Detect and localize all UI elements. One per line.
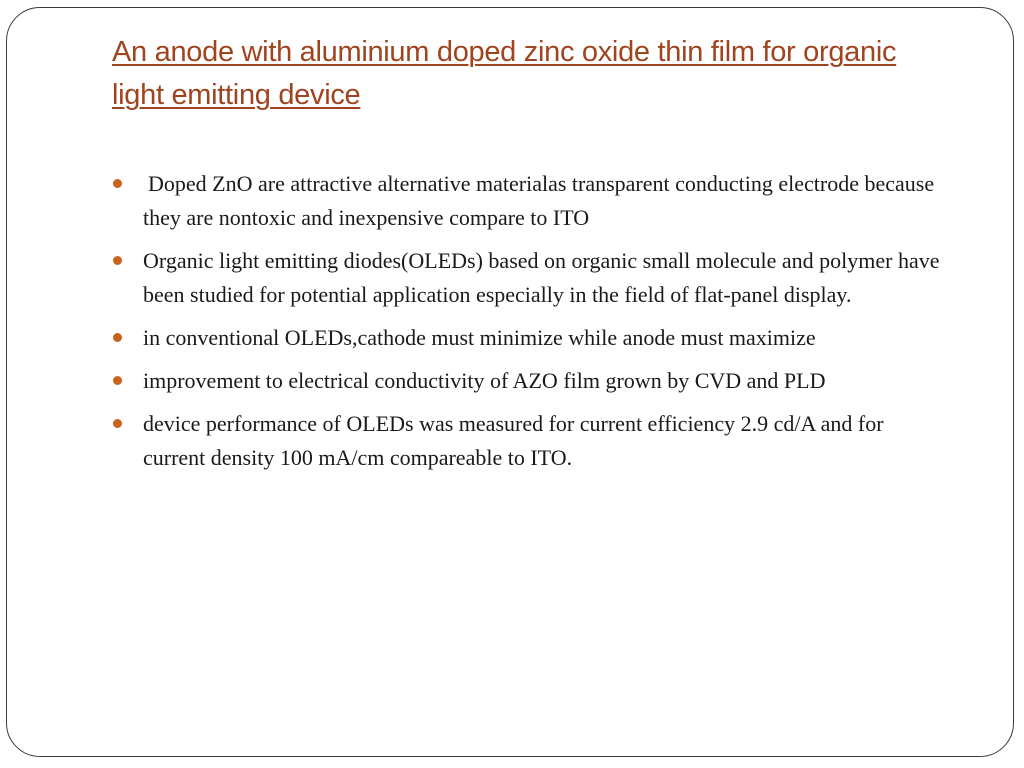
slide-title: An anode with aluminium doped zinc oxide thin film for organic light emitting device — [112, 36, 897, 111]
bullet-text: in conventional OLEDs,cathode must minimize while anode must maximize — [143, 325, 816, 350]
bullet-text: improvement to electrical conductivity of AZO film grown by CVD and PLD — [143, 368, 826, 393]
bullet-dot-icon — [113, 179, 122, 188]
bullet-dot-icon — [113, 256, 122, 265]
bullet-text: Doped ZnO are attractive alternative materialas transparent conducting electrode because they are nontoxic and inexpensive compare to ITO — [143, 171, 935, 230]
bullet-item — [112, 244, 942, 312]
bullet-text: device performance of OLEDs was measured for current efficiency 2.9 cd/A and for current density 100 mA/cm compareable to ITO. — [143, 411, 884, 470]
bullet-dot-icon — [113, 419, 122, 428]
bullet-item — [112, 364, 942, 398]
bullet-item — [112, 321, 942, 355]
bullet-item — [112, 167, 942, 235]
bullet-dot-icon — [113, 376, 122, 385]
bullet-dot-icon — [113, 333, 122, 342]
bullet-text: Organic light emitting diodes(OLEDs) based on organic small molecule and polymer have been studied for potential application especially in the field of flat-panel display. — [143, 248, 940, 307]
bullet-item — [112, 407, 942, 475]
bullet-list — [112, 167, 942, 484]
